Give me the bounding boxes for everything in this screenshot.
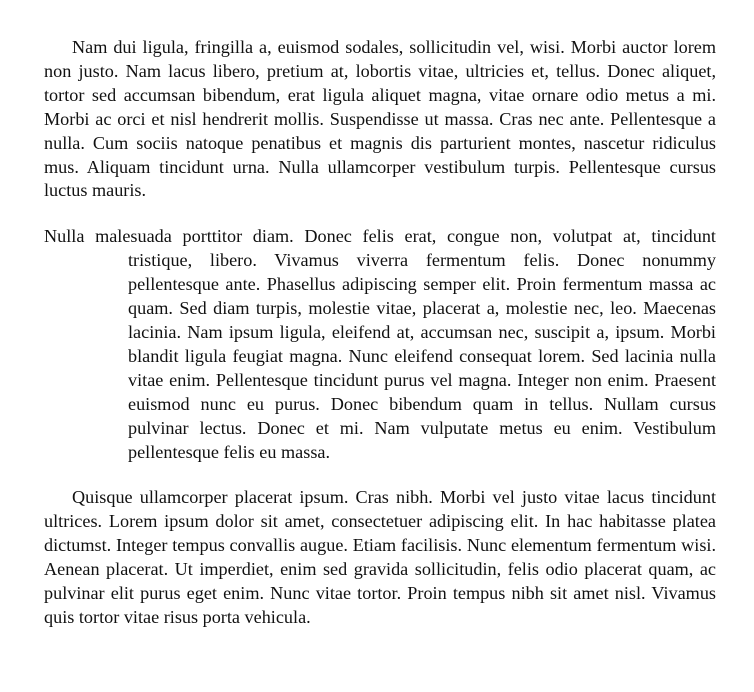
paragraph-2-hanging-indent: Nulla malesuada porttitor diam. Donec felis erat, congue non, volutpat at, tincidunt tristique, libero. Vivamus viverra fermentum felis. Donec nonummy pellentesque ante. Phasellus adipiscing semper elit. Proin fermentum massa ac quam. Sed diam turpis, molestie vitae, placerat a, molestie nec, leo. Maecenas lacinia. Nam ipsum ligula, eleifend at, accumsan nec, suscipit a, ipsum. Morbi blandit ligula feugiat magna. Nunc eleifend consequat lorem. Sed lacinia nulla vitae enim. Pellentesque tincidunt purus vel magna. Integer non enim. Praesent euismod nunc eu purus. Donec bibendum quam in tellus. Nullam cursus pulvinar lectus. Donec et mi. Nam vulputate metus eu enim. Vestibulum pellentesque felis eu massa.	[44, 226, 716, 462]
paragraph-gap	[44, 203, 716, 225]
paragraph-gap	[44, 464, 716, 486]
paragraph-1: Nam dui ligula, fringilla a, euismod sodales, sollicitudin vel, wisi. Morbi auctor lorem non justo. Nam lacus libero, pretium at, lobortis vitae, ultricies et, tellus. Donec aliquet, tortor sed accumsan bibendum, erat ligula aliquet magna, vitae ornare odio metus a mi. Morbi ac orci et nisl hendrerit mollis. Suspendisse ut massa. Cras nec ante. Pellentesque a nulla. Cum sociis natoque penatibus et magnis dis parturient montes, nascetur ridiculus mus. Aliquam tincidunt urna. Nulla ullamcorper vestibulum turpis. Pellentesque cursus luctus mauris.	[44, 37, 716, 201]
paragraph-3: Quisque ullamcorper placerat ipsum. Cras nibh. Morbi vel justo vitae lacus tincidunt ultrices. Lorem ipsum dolor sit amet, consectetuer adipiscing elit. In hac habitasse platea dictumst. Integer tempus convallis augue. Etiam facilisis. Nunc elementum fermentum wisi. Aenean placerat. Ut imperdiet, enim sed gravida sollicitudin, felis odio placerat quam, ac pulvinar elit purus eget enim. Nunc vitae tortor. Proin tempus nibh sit amet nisl. Vivamus quis tortor vitae risus porta vehicula.	[44, 487, 716, 627]
